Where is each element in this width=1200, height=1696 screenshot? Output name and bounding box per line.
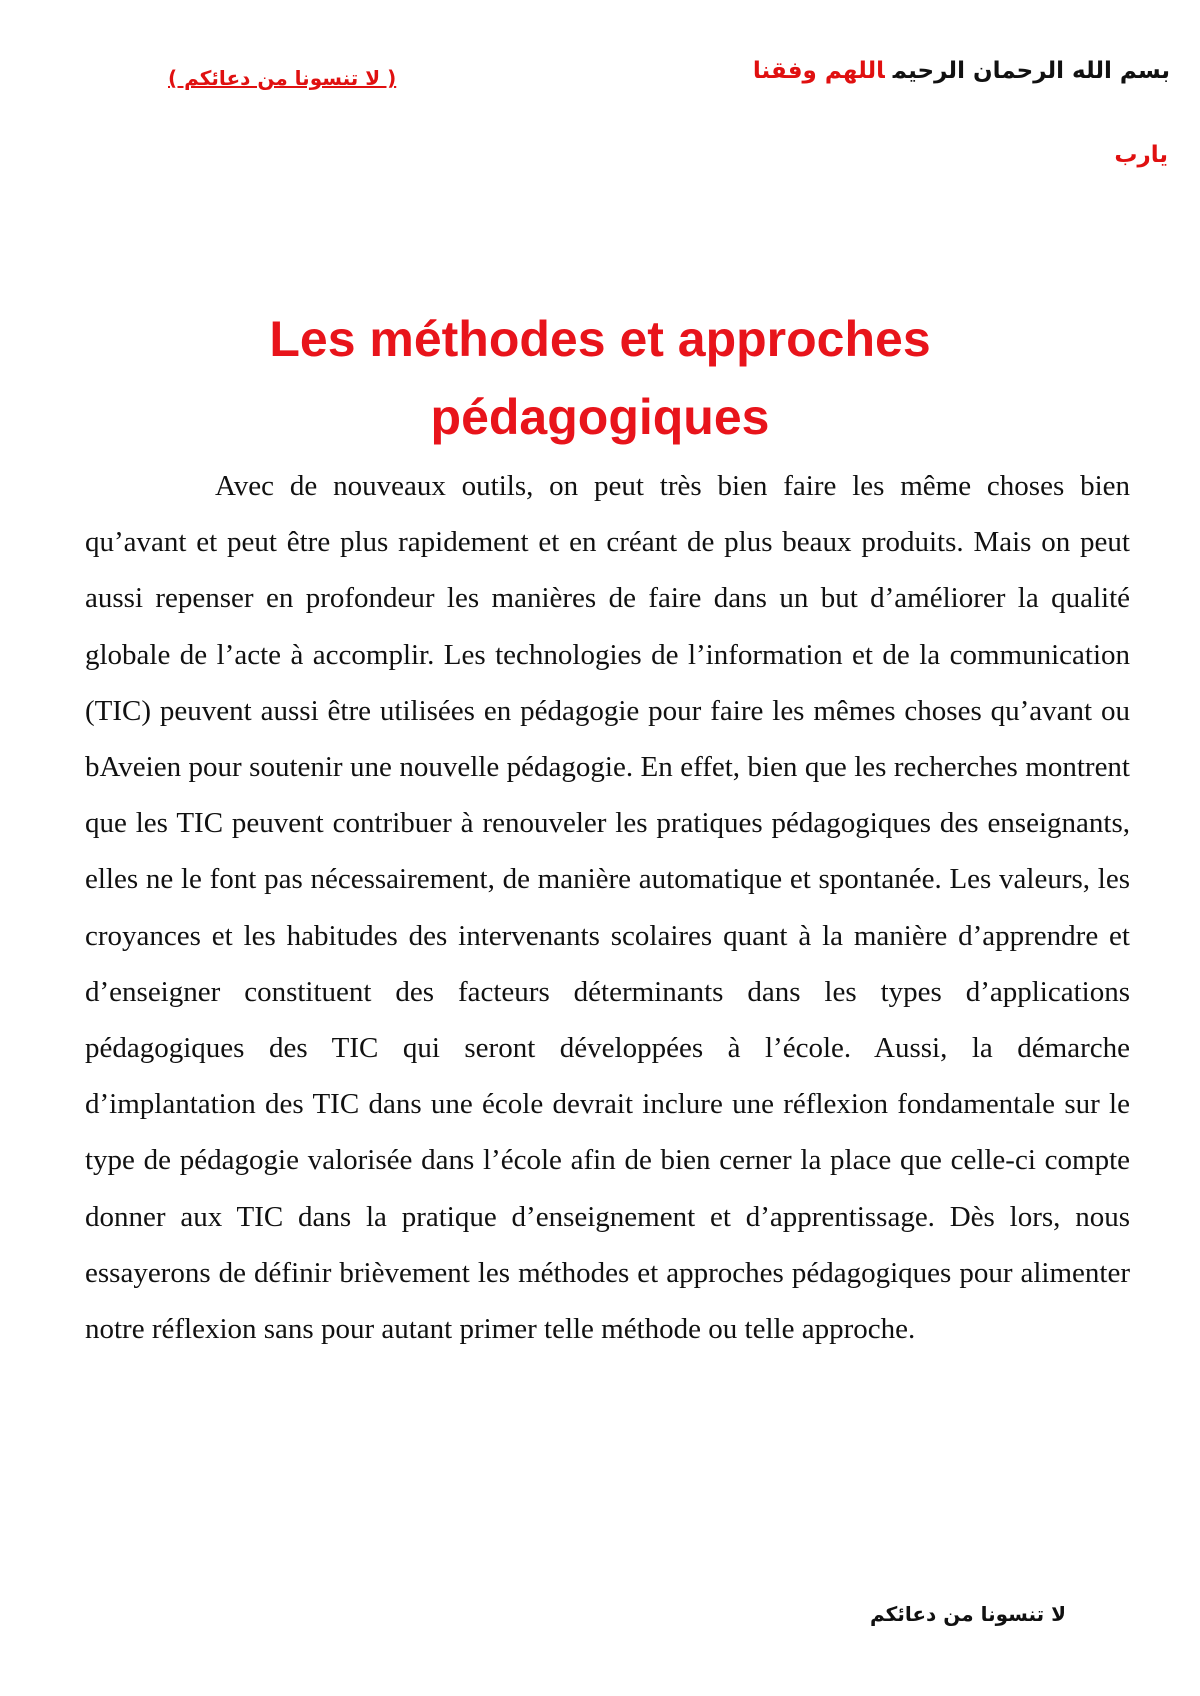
footer-prayer-request: لا تنسونا من دعائكم	[870, 1602, 1067, 1626]
title-line-2: pédagogiques	[430, 389, 770, 445]
title-line-1: Les méthodes et approches	[269, 311, 931, 367]
body-paragraph: Avec de nouveaux outils, on peut très bien faire les même choses bien qu’avant et peut être plus rapidement et en créant de plus beaux produits. Mais on peut aussi repenser en profondeur les manières de faire dans un but d’améliorer la qualité globale de l’acte à accomplir. Les technologies de l’information et de la communication (TIC) peuvent aussi être utilisées en pédagogie pour faire les mêmes choses qu’avant ou bAveien pour soutenir une nouvelle pédagogie. En effet, bien que les recherches montrent que les TIC peuvent contribuer à renouveler les pratiques pédagogiques des enseignants, elles ne le font pas nécessairement, de manière automatique et spontanée. Les valeurs, les croyances et les habitudes des intervenants scolaires quant à la manière d’apprendre et d’enseigner constituent des facteurs déterminants dans les types d’applications pédagogiques des TIC qui seront développées à l’école. Aussi, la démarche d’implantation des TIC dans une école devrait inclure une réflexion fondamentale sur le type de pédagogie valorisée dans l’école afin de bien cerner la place que celle-ci compte donner aux TIC dans la pratique d’enseignement et d’apprentissage. Dès lors, nous essayerons de définir brièvement les méthodes et approches pédagogiques pour alimenter notre réflexion sans pour autant primer telle méthode ou telle approche.	[85, 470, 1130, 1346]
header-basmala-line	[753, 58, 1170, 84]
header-prayer-request: ( لا تنسونا من دعائكم )	[168, 66, 397, 90]
header-dua-continuation: يارب	[1114, 142, 1168, 168]
basmala-text: بسم الله الرحمان الرحيم	[892, 58, 1170, 84]
page-title	[0, 300, 1200, 456]
dua-text: اللهم وفقنا	[752, 58, 885, 84]
